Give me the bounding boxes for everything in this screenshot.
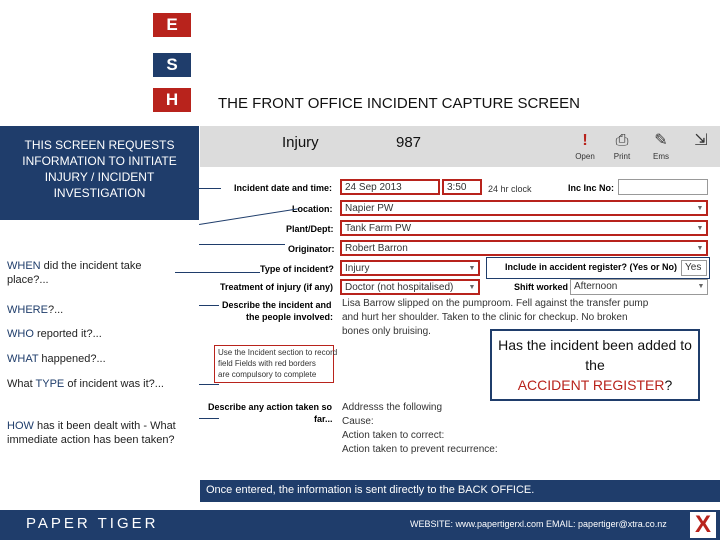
pointer-line xyxy=(199,244,285,245)
logo-h: H xyxy=(153,88,191,112)
shift-value: Afternoon xyxy=(574,281,618,292)
label-originator: Originator: xyxy=(288,244,335,254)
print-label: Print xyxy=(613,152,631,161)
description-line[interactable]: bones only bruising. xyxy=(342,326,431,337)
label-describe: Describe the incident and xyxy=(222,300,332,310)
chevron-down-icon: ▼ xyxy=(468,265,476,272)
plant-select[interactable] xyxy=(340,220,708,236)
exit-icon: ⇲ xyxy=(694,132,708,149)
pointer-line xyxy=(199,418,219,419)
include-register-field[interactable]: Yes xyxy=(681,260,707,276)
chevron-down-icon: ▼ xyxy=(696,225,704,232)
question-type-prefix: What xyxy=(7,378,36,390)
action-line[interactable]: Action taken to prevent recurrence: xyxy=(342,444,498,455)
pointer-line xyxy=(199,384,219,385)
ems-button[interactable] xyxy=(644,128,678,166)
question-where-text: ?... xyxy=(47,304,64,316)
label-plant: Plant/Dept: xyxy=(286,224,334,234)
back-office-note: Once entered, the information is sent directly to the BACK OFFICE. xyxy=(200,480,720,502)
question-who-text: reported it?... xyxy=(33,328,102,340)
inc-no-field[interactable] xyxy=(618,179,708,195)
chevron-down-icon: ▼ xyxy=(696,205,704,212)
label-type: Type of incident? xyxy=(260,264,334,274)
description-line[interactable]: and hurt her shoulder. Taken to the clinic for checkup. No broken xyxy=(342,312,628,323)
label-include-register: Include in accident register? (Yes or No) xyxy=(505,262,678,272)
question-when-keyword: WHEN xyxy=(7,260,41,272)
question-where-keyword: WHERE xyxy=(7,304,48,316)
compulsory-note-line: Use the Incident section to record xyxy=(218,348,338,357)
ems-label: Ems xyxy=(653,152,669,161)
label-incident-date-time: Incident date and time: xyxy=(234,183,333,193)
chevron-down-icon: ▼ xyxy=(468,284,476,291)
plant-value: Tank Farm PW xyxy=(345,223,412,234)
type-select[interactable] xyxy=(340,260,480,276)
label-shift: Shift worked xyxy=(514,282,569,292)
open-icon: ! xyxy=(582,132,588,149)
pointer-line xyxy=(175,272,260,273)
originator-value: Robert Barron xyxy=(345,243,408,254)
question-what xyxy=(7,352,106,366)
action-line[interactable]: Action taken to correct: xyxy=(342,430,445,441)
chevron-down-icon: ▼ xyxy=(697,283,705,290)
action-line[interactable]: Cause: xyxy=(342,416,374,427)
record-number: 987 xyxy=(396,134,422,151)
logo-e: E xyxy=(153,13,191,37)
callout-highlight: ACCIDENT REGISTER xyxy=(517,377,665,393)
exit-button[interactable] xyxy=(684,128,718,166)
record-type: Injury xyxy=(282,134,319,151)
pointer-line xyxy=(199,188,221,189)
question-where xyxy=(7,303,63,317)
question-how xyxy=(7,419,197,447)
chevron-down-icon: ▼ xyxy=(696,245,704,252)
printer-icon: ⎙ xyxy=(615,132,629,149)
label-describe-2: the people involved: xyxy=(246,312,334,322)
question-who xyxy=(7,327,102,341)
callout-question-mark: ? xyxy=(664,377,673,393)
clock-hint: 24 hr clock xyxy=(488,184,532,194)
treatment-select[interactable] xyxy=(340,279,480,295)
compulsory-note-line: field Fields with red borders xyxy=(218,359,316,368)
question-when xyxy=(7,259,172,287)
label-location: Location: xyxy=(292,204,333,214)
contact-info: WEBSITE: www.papertigerxl.com EMAIL: papertiger@xtra.co.nz xyxy=(410,519,667,529)
label-inc-no: Inc Inc No: xyxy=(568,183,615,193)
question-type-keyword: TYPE xyxy=(35,378,65,390)
incident-time-field[interactable]: 3:50 xyxy=(442,179,482,195)
compulsory-note xyxy=(214,345,338,383)
form-header xyxy=(200,126,720,167)
question-how-text: has it been dealt with - What immediate action has been taken? xyxy=(7,420,176,446)
question-type xyxy=(7,377,164,391)
include-register-box xyxy=(486,257,710,279)
open-label: Open xyxy=(575,152,595,161)
open-button[interactable] xyxy=(568,128,602,166)
x-logo: X xyxy=(690,512,716,538)
question-type-text: of incident was it?... xyxy=(64,378,164,390)
question-who-keyword: WHO xyxy=(7,328,34,340)
label-action: Describe any action taken so xyxy=(208,402,333,412)
question-how-keyword: HOW xyxy=(7,420,34,432)
ems-icon: ✎ xyxy=(654,132,668,149)
type-value: Injury xyxy=(345,263,370,274)
register-callout xyxy=(490,329,700,401)
print-button[interactable] xyxy=(605,128,639,166)
location-value: Napier PW xyxy=(345,203,394,214)
label-action-2: far... xyxy=(314,414,333,424)
pointer-line xyxy=(199,305,219,306)
logo-s: S xyxy=(153,53,191,77)
shift-select[interactable] xyxy=(570,279,708,295)
incident-date-field[interactable]: 24 Sep 2013 xyxy=(340,179,440,195)
question-what-text: happened?... xyxy=(38,353,106,365)
question-what-keyword: WHAT xyxy=(7,353,39,365)
location-select[interactable] xyxy=(340,200,708,216)
callout-text: Has the incident been added to the xyxy=(498,337,692,373)
slide-title: THE FRONT OFFICE INCIDENT CAPTURE SCREEN xyxy=(218,95,580,112)
intro-panel: THIS SCREEN REQUESTS INFORMATION TO INITIATE INJURY / INCIDENT INVESTIGATION xyxy=(0,126,199,220)
incident-capture-form xyxy=(200,126,720,480)
treatment-value: Doctor (not hospitalised) xyxy=(345,282,454,293)
action-line[interactable]: Addresss the following xyxy=(342,402,443,413)
originator-select[interactable] xyxy=(340,240,708,256)
compulsory-note-line: are compulsory to complete xyxy=(218,370,317,379)
label-treatment: Treatment of injury (if any) xyxy=(220,282,334,292)
brand-name: PAPER TIGER xyxy=(26,515,159,532)
description-line[interactable]: Lisa Barrow slipped on the pumproom. Fell against the transfer pump xyxy=(342,298,649,309)
question-when-text: did the incident take place?... xyxy=(7,260,142,286)
